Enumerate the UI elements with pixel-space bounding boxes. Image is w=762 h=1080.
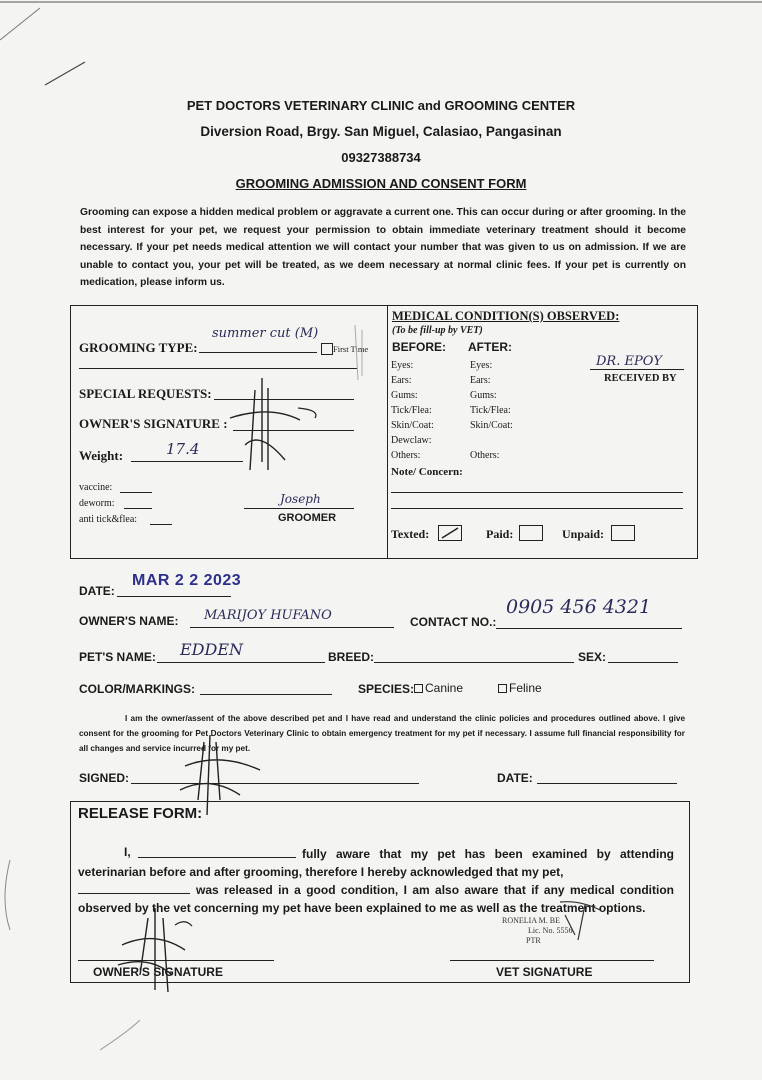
medical-title: MEDICAL CONDITION(S) OBSERVED:: [392, 309, 620, 323]
form-title: GROOMING ADMISSION AND CONSENT FORM: [235, 176, 527, 191]
release-i: I,: [124, 845, 131, 859]
weight-value[interactable]: 17.4: [166, 440, 200, 458]
medical-subtitle: (To be fill-up by VET): [392, 325, 483, 336]
signed-label: SIGNED:: [79, 771, 130, 785]
received-by-label: RECEIVED BY: [604, 373, 677, 384]
release-title: RELEASE FORM:: [78, 805, 203, 822]
grooming-type-label: GROOMING TYPE:: [79, 340, 198, 355]
before-tick: Tick/Flea:: [391, 405, 432, 416]
before-gums: Gums:: [391, 390, 418, 401]
after-ears: Ears:: [470, 375, 491, 386]
after-gums: Gums:: [470, 390, 497, 401]
before-ears: Ears:: [391, 375, 412, 386]
first-time-label: First Time: [333, 344, 369, 354]
special-requests-label: SPECIAL REQUESTS:: [79, 386, 212, 401]
owner-name-label: OWNER'S NAME:: [79, 614, 179, 628]
note-label: Note/ Concern:: [391, 466, 463, 478]
texted-label: Texted:: [391, 527, 430, 541]
contact-label: CONTACT NO.:: [410, 615, 497, 629]
release-text-2: was released in a good condition, I am also aware that if any medical condition observed by the vet concerning my pet have been explained to me as well as the treatment options.: [78, 883, 674, 915]
vet-signature-label: VET SIGNATURE: [496, 965, 593, 979]
after-skin: Skin/Coat:: [470, 420, 513, 431]
unpaid-label: Unpaid:: [562, 527, 605, 541]
date-stamp: MAR 2 2 2023: [132, 572, 242, 589]
before-others: Others:: [391, 450, 421, 461]
release-text-1: fully aware that my pet has been examined by attending veterinarian before and after grooming, therefore I hereby acknowledged that my pet,: [78, 847, 674, 879]
clinic-phone: 09327388734: [341, 150, 421, 165]
consent-text: I am the owner/assent of the above described pet and I have read and understand the clinic policies and procedures outlined above. I give consent for the grooming for Pet Doctors Veterinary Clinic to obtain emergency treatment for my pet if necessary. I assume full financial responsibility for all changes and service incurred for my pet.: [79, 714, 685, 753]
species-label: SPECIES:: [358, 682, 415, 696]
vet-stamp-ptr: PTR: [526, 936, 541, 945]
before-label: BEFORE:: [392, 340, 446, 354]
anti-tick-label: anti tick&flea:: [79, 514, 138, 525]
clinic-name: PET DOCTORS VETERINARY CLINIC and GROOMING CENTER: [186, 98, 576, 113]
contact-value[interactable]: 0905 456 4321: [506, 596, 652, 618]
weight-label: Weight:: [79, 448, 124, 463]
intro-paragraph: Grooming can expose a hidden medical problem or aggravate a current one. This can occur during or after grooming. In the best interest for your pet, we request your permission to obtain immediate veterinary treatment should it become necessary. If your pet needs medical attention we will contact your number that was given to us on admission. If we are unable to contact you, your pet will be treated, as we deem necessary at normal clinic fees. If your pet is currently on medication, please inform us.: [80, 207, 686, 288]
owner-name-value[interactable]: MARIJOY HUFANO: [204, 608, 332, 623]
owner-signature-label: OWNER'S SIGNATURE :: [79, 416, 228, 431]
sex-label: SEX:: [578, 650, 607, 664]
clinic-address: Diversion Road, Brgy. San Miguel, Calasiao, Pangasinan: [200, 124, 562, 139]
date-label: DATE:: [79, 584, 115, 598]
vaccine-label: vaccine:: [79, 482, 113, 493]
before-eyes: Eyes:: [391, 360, 414, 371]
grooming-type-value[interactable]: summer cut (M): [212, 326, 319, 341]
color-label: COLOR/MARKINGS:: [79, 682, 195, 696]
before-skin: Skin/Coat:: [391, 420, 434, 431]
feline-label: Feline: [509, 681, 542, 695]
groomer-name: Joseph: [280, 492, 321, 506]
canine-label: Canine: [425, 681, 464, 695]
after-eyes: Eyes:: [470, 360, 493, 371]
after-others: Others:: [470, 450, 500, 461]
owner-signature-footer-label: OWNER'S SIGNATURE: [93, 965, 223, 979]
vet-stamp-name: RONELIA M. BE: [502, 916, 560, 925]
groomer-label: GROOMER: [278, 512, 337, 524]
after-label: AFTER:: [468, 340, 512, 354]
pet-name-value[interactable]: EDDEN: [180, 640, 244, 659]
consent-date-label: DATE:: [497, 771, 533, 785]
deworm-label: deworm:: [79, 498, 115, 509]
vet-stamp-license: Lic. No. 5556: [528, 926, 573, 935]
before-dewclaw: Dewclaw:: [391, 435, 432, 446]
breed-label: BREED:: [328, 650, 375, 664]
pet-name-label: PET'S NAME:: [79, 650, 156, 664]
received-by-name: DR. EPOY: [596, 354, 662, 369]
after-tick: Tick/Flea:: [470, 405, 511, 416]
paid-label: Paid:: [486, 527, 514, 541]
